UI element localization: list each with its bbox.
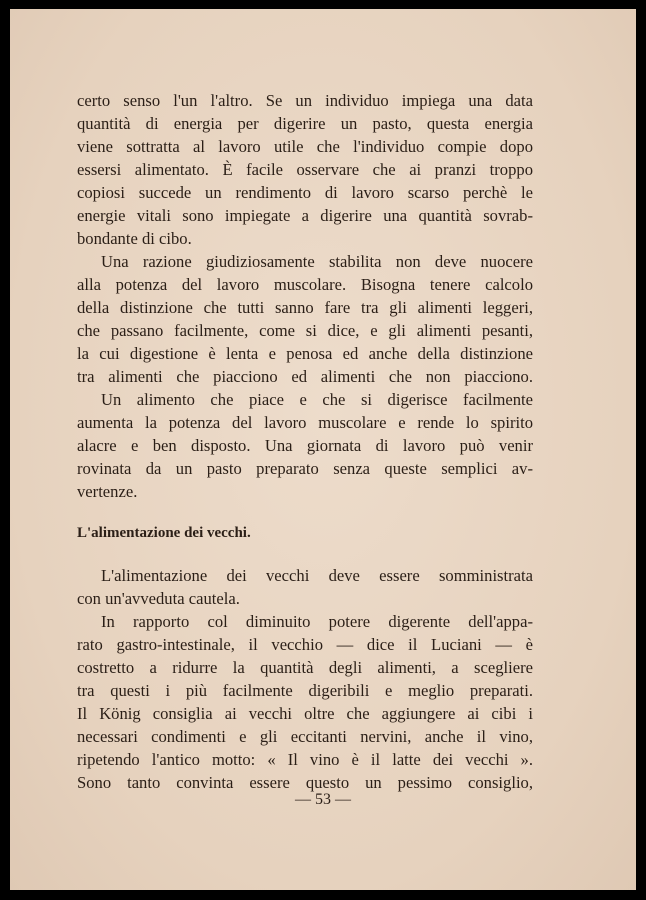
text-line: bondante di cibo.	[77, 229, 192, 248]
text-line: alacre e ben disposto. Una giornata di lavoro può venir	[77, 436, 533, 455]
text-line: costretto a ridurre la quantità degli alimenti, a scegliere	[77, 658, 533, 677]
text-line: In rapporto col diminuito potere digerente dell'appa-	[101, 612, 533, 631]
text-line: ripetendo l'antico motto: « Il vino è il latte dei vecchi ».	[77, 750, 533, 769]
text-line: energie vitali sono impiegate a digerire una quantità sovrab-	[77, 206, 533, 225]
text-line: Un alimento che piace e che si digerisce facilmente	[101, 390, 533, 409]
text-line: tra questi i più facilmente digeribili e meglio preparati.	[77, 681, 533, 700]
text-line: essersi alimentato. È facile osservare che ai pranzi troppo	[77, 160, 533, 179]
text-line: aumenta la potenza del lavoro muscolare e rende lo spirito	[77, 413, 533, 432]
text-line: della distinzione che tutti sanno fare tra gli alimenti leggeri,	[77, 298, 533, 317]
section-heading: L'alimentazione dei vecchi.	[77, 525, 251, 541]
text-line: certo senso l'un l'altro. Se un individuo impiega una data	[77, 91, 533, 110]
text-line: Sono tanto convinta essere questo un pessimo consiglio,	[77, 773, 533, 792]
text-line: quantità di energia per digerire un pasto, questa energia	[77, 114, 533, 133]
text-line: rovinata da un pasto preparato senza queste semplici av-	[77, 459, 533, 478]
text-line: con un'avveduta cautela.	[77, 589, 240, 608]
text-line: copiosi succede un rendimento di lavoro scarso perchè le	[77, 183, 533, 202]
text-line: tra alimenti che piacciono ed alimenti che non piacciono.	[77, 367, 533, 386]
text-line: viene sottratta al lavoro utile che l'individuo compie dopo	[77, 137, 533, 156]
text-line: alla potenza del lavoro muscolare. Bisogna tenere calcolo	[77, 275, 533, 294]
text-line: che passano facilmente, come si dice, e gli alimenti pesanti,	[77, 321, 533, 340]
page-number: — 53 —	[295, 791, 351, 808]
text-line: vertenze.	[77, 482, 138, 501]
text-line: Il König consiglia ai vecchi oltre che aggiungere ai cibi i	[77, 704, 533, 723]
text-line: necessari condimenti e gli eccitanti nervini, anche il vino,	[77, 727, 533, 746]
text-line: Una razione giudiziosamente stabilita non deve nuocere	[101, 252, 533, 271]
text-line: rato gastro-intestinale, il vecchio — dice il Luciani — è	[77, 635, 533, 654]
body-text-top	[77, 89, 533, 503]
book-page	[10, 9, 636, 890]
text-line: la cui digestione è lenta e penosa ed anche della distinzione	[77, 344, 533, 363]
text-line: L'alimentazione dei vecchi deve essere somministrata	[101, 566, 533, 585]
body-text-bottom	[77, 564, 533, 794]
